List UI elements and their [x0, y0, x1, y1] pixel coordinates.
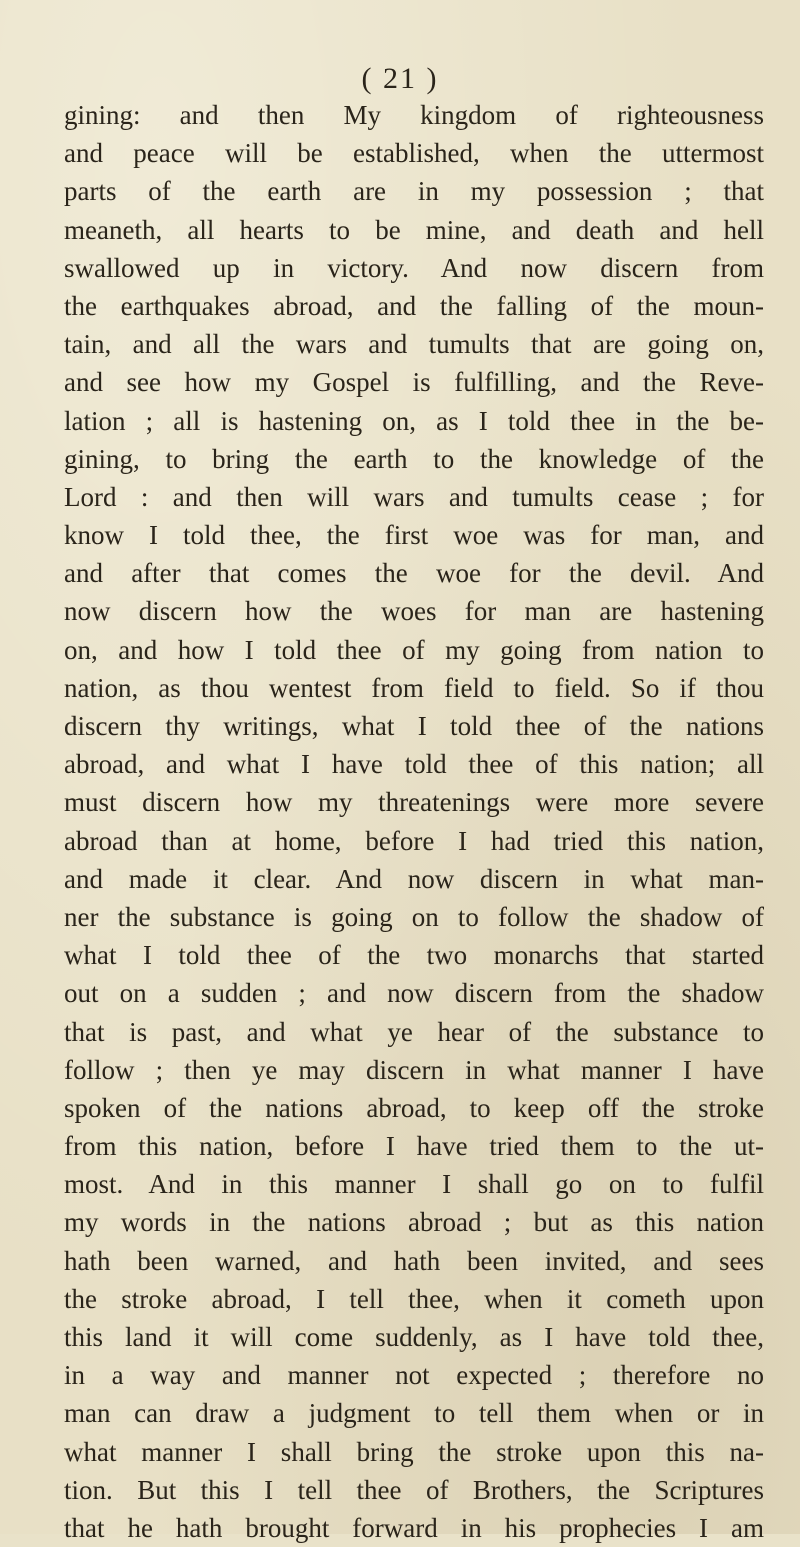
- text-line: gining: and then My kingdom of righteousness: [64, 100, 764, 130]
- text-line: and made it clear. And now discern in what man-: [64, 863, 764, 894]
- text-line: gining, to bring the earth to the knowledge of the: [64, 443, 764, 474]
- body-text: [64, 96, 764, 1547]
- text-line: and peace will be established, when the uttermost: [64, 138, 764, 169]
- text-line: that he hath brought forward in his prophecies I am: [64, 1512, 764, 1543]
- text-line: ner the substance is going on to follow the shadow of: [64, 901, 764, 932]
- text-line: the earthquakes abroad, and the falling of the moun-: [64, 290, 764, 321]
- text-line: from this nation, before I have tried them to the ut-: [64, 1131, 764, 1162]
- text-line: swallowed up in victory. And now discern from: [64, 252, 764, 283]
- text-line: parts of the earth are in my possession ; that: [64, 176, 764, 207]
- text-line: in a way and manner not expected ; therefore no: [64, 1360, 764, 1391]
- text-line: must discern how my threatenings were more severe: [64, 787, 764, 818]
- text-line: tain, and all the wars and tumults that are going on,: [64, 329, 764, 360]
- text-line: out on a sudden ; and now discern from the shadow: [64, 978, 764, 1009]
- text-line: discern thy writings, what I told thee of the nations: [64, 711, 764, 741]
- text-line: know I told thee, the first woe was for man, and: [64, 520, 764, 551]
- text-line: what I told thee of the two monarchs that started: [64, 940, 764, 971]
- text-line: meaneth, all hearts to be mine, and death and hell: [64, 214, 764, 245]
- text-line: abroad than at home, before I had tried this nation,: [64, 825, 764, 856]
- text-line: on, and how I told thee of my going from nation to: [64, 634, 764, 665]
- text-line: Lord : and then will wars and tumults cease ; for: [64, 481, 764, 512]
- text-line: that is past, and what ye hear of the substance to: [64, 1016, 764, 1047]
- text-line: what manner I shall bring the stroke upon this na-: [64, 1436, 764, 1467]
- text-line: man can draw a judgment to tell them when or in: [64, 1398, 764, 1429]
- text-line: now discern how the woes for man are hastening: [64, 596, 764, 627]
- text-line: the stroke abroad, I tell thee, when it cometh upon: [64, 1283, 764, 1314]
- text-line: hath been warned, and hath been invited, and sees: [64, 1245, 764, 1276]
- text-line: follow ; then ye may discern in what manner I have: [64, 1054, 764, 1085]
- text-line: and after that comes the woe for the devil. And: [64, 558, 764, 589]
- text-line: lation ; all is hastening on, as I told thee in the be-: [64, 405, 764, 436]
- page-number: ( 21 ): [361, 62, 439, 95]
- text-line: and see how my Gospel is fulfilling, and the Reve-: [64, 367, 764, 398]
- text-line: nation, as thou wentest from field to field. So if thou: [64, 672, 764, 703]
- text-line: my words in the nations abroad ; but as this nation: [64, 1207, 764, 1238]
- text-line: this land it will come suddenly, as I have told thee,: [64, 1322, 764, 1352]
- text-line: tion. But this I tell thee of Brothers, the Scriptures: [64, 1474, 764, 1505]
- text-line: abroad, and what I have told thee of this nation; all: [64, 749, 764, 780]
- text-line: spoken of the nations abroad, to keep off the stroke: [64, 1092, 764, 1123]
- text-line: most. And in this manner I shall go on to fulfil: [64, 1169, 764, 1200]
